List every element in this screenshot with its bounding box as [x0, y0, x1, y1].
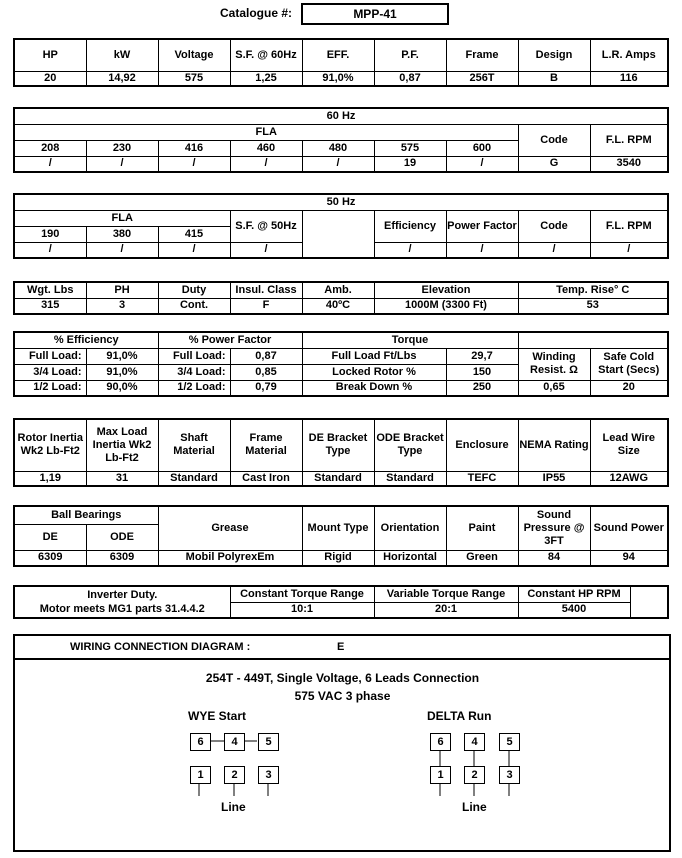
constant-torque-label: Constant Torque Range [230, 586, 374, 602]
torque-row-label: Break Down % [302, 380, 446, 396]
wiring-diagram-code: E [337, 641, 345, 653]
hz50-sf-value: / [230, 242, 302, 258]
constant-torque-value: 10:1 [230, 602, 374, 618]
hz60-title: 60 Hz [14, 108, 668, 124]
pf-load-value: 0,85 [230, 364, 302, 380]
lead-wire-value: 12AWG [590, 471, 668, 486]
hz60-fla-value: / [446, 156, 518, 172]
hz50-eff-value: / [374, 242, 446, 258]
delta-terminal-2: 2 [464, 766, 485, 784]
catalogue-label: Catalogue #: [220, 6, 293, 20]
wiring-diagram-label: WIRING CONNECTION DIAGRAM : [70, 641, 251, 653]
general-table [13, 281, 669, 315]
eff-load-label: 1/2 Load: [14, 380, 86, 396]
shaft-material-value: Standard [158, 471, 230, 486]
enclosure-header: Enclosure [446, 419, 518, 471]
catalogue-header [0, 3, 682, 25]
hz50-rpm-value: / [590, 242, 668, 258]
hz60-voltage: 416 [158, 140, 230, 156]
temp-rise-header: Temp. Rise° C [518, 282, 668, 298]
sound-pressure-value: 84 [518, 550, 590, 566]
wye-terminal-6: 6 [190, 733, 211, 751]
torque-row-label: Full Load Ft/Lbs [302, 348, 446, 364]
ode-label: ODE [86, 524, 158, 550]
efficiency-label: % Efficiency [14, 332, 158, 348]
orientation-value: Horizontal [374, 550, 446, 566]
hz60-rpm-label: F.L. RPM [590, 124, 668, 156]
paint-label: Paint [446, 506, 518, 550]
de-label: DE [14, 524, 86, 550]
hz60-code-value: G [518, 156, 590, 172]
hz60-voltage: 480 [302, 140, 374, 156]
eff-load-label: Full Load: [14, 348, 86, 364]
rotor-inertia-value: 1,19 [14, 471, 86, 486]
wiring-section [13, 634, 671, 852]
eff-load-value: 91,0% [86, 364, 158, 380]
pf-load-label: Full Load: [158, 348, 230, 364]
safe-cold-start-label: Safe Cold Start (Secs) [590, 348, 668, 380]
hz50-fla-label: FLA [14, 210, 230, 226]
variable-torque-label: Variable Torque Range [374, 586, 518, 602]
hz50-voltage: 380 [86, 226, 158, 242]
wye-terminal-4: 4 [224, 733, 245, 751]
hz60-voltage: 460 [230, 140, 302, 156]
max-load-inertia-value: 31 [86, 471, 158, 486]
hz50-voltage: 415 [158, 226, 230, 242]
nema-rating-header: NEMA Rating [518, 419, 590, 471]
grease-label: Grease [158, 506, 302, 550]
delta-terminal-6: 6 [430, 733, 451, 751]
ambient-value: 40ºC [302, 298, 374, 314]
delta-terminal-4: 4 [464, 733, 485, 751]
delta-terminal-5: 5 [499, 733, 520, 751]
de-bracket-value: Standard [302, 471, 374, 486]
delta-line-label: Line [462, 800, 487, 814]
design-value: B [518, 71, 590, 86]
ode-bracket-header: ODE Bracket Type [374, 419, 446, 471]
kw-header: kW [86, 39, 158, 71]
hz50-empty-cell [302, 210, 374, 258]
de-bearing-value: 6309 [14, 550, 86, 566]
elevation-value: 1000M (3300 Ft) [374, 298, 518, 314]
frame-material-header: Frame Material [230, 419, 302, 471]
grease-value: Mobil PolyrexEm [158, 550, 302, 566]
hz50-sf-label: S.F. @ 50Hz [230, 210, 302, 242]
hp-header: HP [14, 39, 86, 71]
bearings-table [13, 505, 669, 567]
duty-header: Duty [158, 282, 230, 298]
wye-start-label: WYE Start [188, 709, 247, 723]
hz60-fla-value: / [86, 156, 158, 172]
insul-class-value: F [230, 298, 302, 314]
paint-value: Green [446, 550, 518, 566]
mount-type-value: Rigid [302, 550, 374, 566]
mechanical-table [13, 418, 669, 487]
power-factor-label: % Power Factor [158, 332, 302, 348]
sound-power-value: 94 [590, 550, 668, 566]
delta-run-label: DELTA Run [427, 709, 492, 723]
orientation-label: Orientation [374, 506, 446, 550]
hz50-fla-value: / [158, 242, 230, 258]
hz60-table [13, 107, 669, 173]
wiring-header [15, 636, 669, 660]
pf-load-label: 3/4 Load: [158, 364, 230, 380]
torque-row-label: Locked Rotor % [302, 364, 446, 380]
diagram-subtitle: 575 VAC 3 phase [294, 689, 391, 703]
de-bracket-header: DE Bracket Type [302, 419, 374, 471]
hz50-voltage: 190 [14, 226, 86, 242]
hz50-fla-value: / [86, 242, 158, 258]
hz50-title: 50 Hz [14, 194, 668, 210]
hz60-voltage: 575 [374, 140, 446, 156]
kw-value: 14,92 [86, 71, 158, 86]
pf-load-value: 0,79 [230, 380, 302, 396]
pf-load-label: 1/2 Load: [158, 380, 230, 396]
pf-value: 0,87 [374, 71, 446, 86]
hz60-fla-value: / [230, 156, 302, 172]
hz60-fla-value: / [302, 156, 374, 172]
torque-row-value: 150 [446, 364, 518, 380]
eff-load-value: 91,0% [86, 348, 158, 364]
hz60-fla-value: / [158, 156, 230, 172]
hz60-voltage: 600 [446, 140, 518, 156]
performance-table [13, 331, 669, 397]
hz60-fla-label: FLA [14, 124, 518, 140]
duty-value: Cont. [158, 298, 230, 314]
rotor-inertia-header: Rotor Inertia Wk2 Lb-Ft2 [14, 419, 86, 471]
inverter-duty-line1: Inverter Duty. [87, 589, 158, 601]
ratings-table [13, 38, 669, 87]
sound-power-label: Sound Power [590, 506, 668, 550]
blank-cell [630, 586, 668, 618]
hz60-fla-value: / [14, 156, 86, 172]
frame-value: 256T [446, 71, 518, 86]
inverter-duty-note [14, 586, 230, 618]
wye-terminal-1: 1 [190, 766, 211, 784]
ode-bracket-value: Standard [374, 471, 446, 486]
mount-type-label: Mount Type [302, 506, 374, 550]
lead-wire-header: Lead Wire Size [590, 419, 668, 471]
insul-class-header: Insul. Class [230, 282, 302, 298]
lr-amps-header: L.R. Amps [590, 39, 668, 71]
elevation-header: Elevation [374, 282, 518, 298]
diagram-title: 254T - 449T, Single Voltage, 6 Leads Connection [205, 671, 480, 685]
hz60-fla-value: 19 [374, 156, 446, 172]
hz60-rpm-value: 3540 [590, 156, 668, 172]
eff-header: EFF. [302, 39, 374, 71]
eff-load-value: 90,0% [86, 380, 158, 396]
wiring-lines [165, 660, 520, 848]
weight-value: 315 [14, 298, 86, 314]
voltage-header: Voltage [158, 39, 230, 71]
hz50-pf-value: / [446, 242, 518, 258]
hz50-pf-label: Power Factor [446, 210, 518, 242]
winding-resist-label: Winding Resist. Ω [518, 348, 590, 380]
frame-header: Frame [446, 39, 518, 71]
wye-terminal-2: 2 [224, 766, 245, 784]
eff-load-label: 3/4 Load: [14, 364, 86, 380]
torque-label: Torque [302, 332, 518, 348]
ode-bearing-value: 6309 [86, 550, 158, 566]
hz50-rpm-label: F.L. RPM [590, 210, 668, 242]
weight-header: Wgt. Lbs [14, 282, 86, 298]
hz60-voltage: 230 [86, 140, 158, 156]
sf60-value: 1,25 [230, 71, 302, 86]
frame-material-value: Cast Iron [230, 471, 302, 486]
ball-bearings-label: Ball Bearings [14, 506, 158, 524]
delta-terminal-3: 3 [499, 766, 520, 784]
hz50-code-value: / [518, 242, 590, 258]
lr-amps-value: 116 [590, 71, 668, 86]
constant-hp-label: Constant HP RPM [518, 586, 630, 602]
hz50-code-label: Code [518, 210, 590, 242]
hz50-table [13, 193, 669, 259]
ambient-header: Amb. [302, 282, 374, 298]
temp-rise-value: 53 [518, 298, 668, 314]
variable-torque-value: 20:1 [374, 602, 518, 618]
winding-resist-value: 0,65 [518, 380, 590, 396]
max-load-inertia-header: Max Load Inertia Wk2 Lb-Ft2 [86, 419, 158, 471]
safe-cold-start-value: 20 [590, 380, 668, 396]
wiring-diagram [165, 660, 520, 848]
hz50-eff-label: Efficiency [374, 210, 446, 242]
constant-hp-value: 5400 [518, 602, 630, 618]
blank-cell [590, 332, 668, 348]
eff-value: 91,0% [302, 71, 374, 86]
pf-load-value: 0,87 [230, 348, 302, 364]
hz60-voltage: 208 [14, 140, 86, 156]
hz60-code-label: Code [518, 124, 590, 156]
design-header: Design [518, 39, 590, 71]
phase-value: 3 [86, 298, 158, 314]
wye-terminal-3: 3 [258, 766, 279, 784]
hp-value: 20 [14, 71, 86, 86]
inverter-table [13, 585, 669, 619]
shaft-material-header: Shaft Material [158, 419, 230, 471]
inverter-duty-line2: Motor meets MG1 parts 31.4.4.2 [39, 603, 205, 615]
enclosure-value: TEFC [446, 471, 518, 486]
pf-header: P.F. [374, 39, 446, 71]
voltage-value: 575 [158, 71, 230, 86]
phase-header: PH [86, 282, 158, 298]
hz50-fla-value: / [14, 242, 86, 258]
wye-line-label: Line [221, 800, 246, 814]
sound-pressure-label: Sound Pressure @ 3FT [518, 506, 590, 550]
torque-row-value: 29,7 [446, 348, 518, 364]
torque-row-value: 250 [446, 380, 518, 396]
blank-cell [518, 332, 590, 348]
sf60-header: S.F. @ 60Hz [230, 39, 302, 71]
nema-rating-value: IP55 [518, 471, 590, 486]
delta-terminal-1: 1 [430, 766, 451, 784]
catalogue-number: MPP-41 [301, 3, 449, 25]
wye-terminal-5: 5 [258, 733, 279, 751]
